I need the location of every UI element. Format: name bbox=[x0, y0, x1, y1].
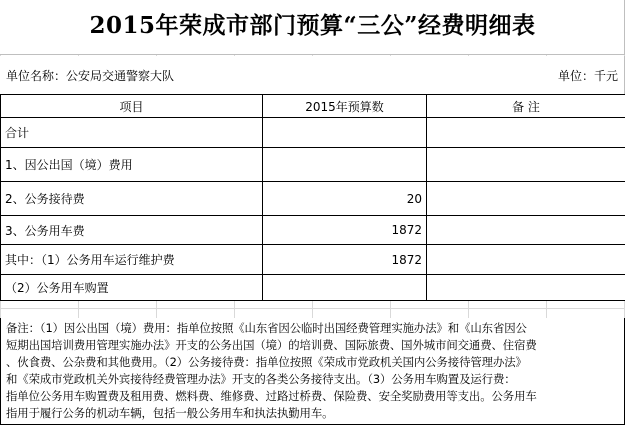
cell-budget-vehicle-purchase[interactable] bbox=[263, 275, 427, 301]
cell-item-reception[interactable]: 2、公务接待费 bbox=[1, 182, 263, 216]
notes-line: 、伙食费、公杂费和其他费用。（2）公务接待费：指单位按照《荣成市党政机关国内公务接待管理办法》 bbox=[6, 355, 527, 369]
cell-remark-vehicle-purchase[interactable] bbox=[427, 275, 625, 301]
cell-item-vehicle-maintenance[interactable]: 其中：（1）公务用车运行维护费 bbox=[1, 245, 263, 275]
meta-row bbox=[0, 56, 625, 94]
cell-budget-vehicle-maintenance[interactable]: 1872 bbox=[263, 245, 427, 275]
table-row-vehicle-maintenance bbox=[1, 245, 625, 275]
table-header-row bbox=[1, 95, 625, 118]
notes-cell[interactable] bbox=[0, 318, 625, 425]
header-budget[interactable]: 2015年预算数 bbox=[263, 95, 427, 118]
table-row-reception bbox=[1, 182, 625, 216]
cell-remark-total[interactable] bbox=[427, 118, 625, 148]
cell-remark-vehicle[interactable] bbox=[427, 216, 625, 245]
page-title: 2015年荣成市部门预算“三公”经费明细表 bbox=[89, 12, 536, 39]
notes-line: 和《荣成市党政机关外宾接待经费管理办法》开支的各类公务接待支出。（3）公务用车购置及运行费： bbox=[6, 372, 516, 386]
table-row-vehicle-purchase bbox=[1, 275, 625, 301]
table-row-overseas bbox=[1, 148, 625, 182]
unit-name-label: 单位名称：公安局交通警察大队 bbox=[6, 69, 175, 83]
header-item[interactable]: 项目 bbox=[1, 95, 263, 118]
cell-budget-vehicle[interactable]: 1872 bbox=[263, 216, 427, 245]
cell-budget-total[interactable] bbox=[263, 118, 427, 148]
notes-line: 指单位公务用车购置费及租用费、燃料费、维修费、过路过桥费、保险费、安全奖励费用等支出。公务用车 bbox=[6, 389, 537, 403]
notes-line: 指用于履行公务的机动车辆，包括一般公务用车和执法执勤用车。 bbox=[6, 406, 334, 420]
cell-item-vehicle-purchase[interactable]: （2）公务用车购置 bbox=[1, 275, 263, 301]
cell-remark-vehicle-maintenance[interactable] bbox=[427, 245, 625, 275]
cell-remark-overseas[interactable] bbox=[427, 148, 625, 182]
cell-remark-reception[interactable] bbox=[427, 182, 625, 216]
cell-item-vehicle[interactable]: 3、公务用车费 bbox=[1, 216, 263, 245]
notes-line: 备注：（1）因公出国（境）费用：指单位按照《山东省因公临时出国经费管理实施办法》和《山东省因公 bbox=[6, 321, 527, 335]
cell-budget-reception[interactable]: 20 bbox=[263, 182, 427, 216]
notes-line: 短期出国培训费用管理实施办法》开支的公务出国（境）的培训费、国际旅费、国外城市间交通费、住宿费 bbox=[6, 338, 537, 352]
header-remark[interactable]: 备 注 bbox=[427, 95, 625, 118]
budget-table bbox=[0, 94, 625, 301]
cell-item-overseas[interactable]: 1、因公出国（境）费用 bbox=[1, 148, 263, 182]
unit-measure-label: 单位：千元 bbox=[557, 69, 618, 83]
title-band bbox=[0, 0, 625, 55]
table-row-total bbox=[1, 118, 625, 148]
cell-budget-overseas[interactable] bbox=[263, 148, 427, 182]
table-row-vehicle bbox=[1, 216, 625, 245]
cell-item-total[interactable]: 合计 bbox=[1, 118, 263, 148]
